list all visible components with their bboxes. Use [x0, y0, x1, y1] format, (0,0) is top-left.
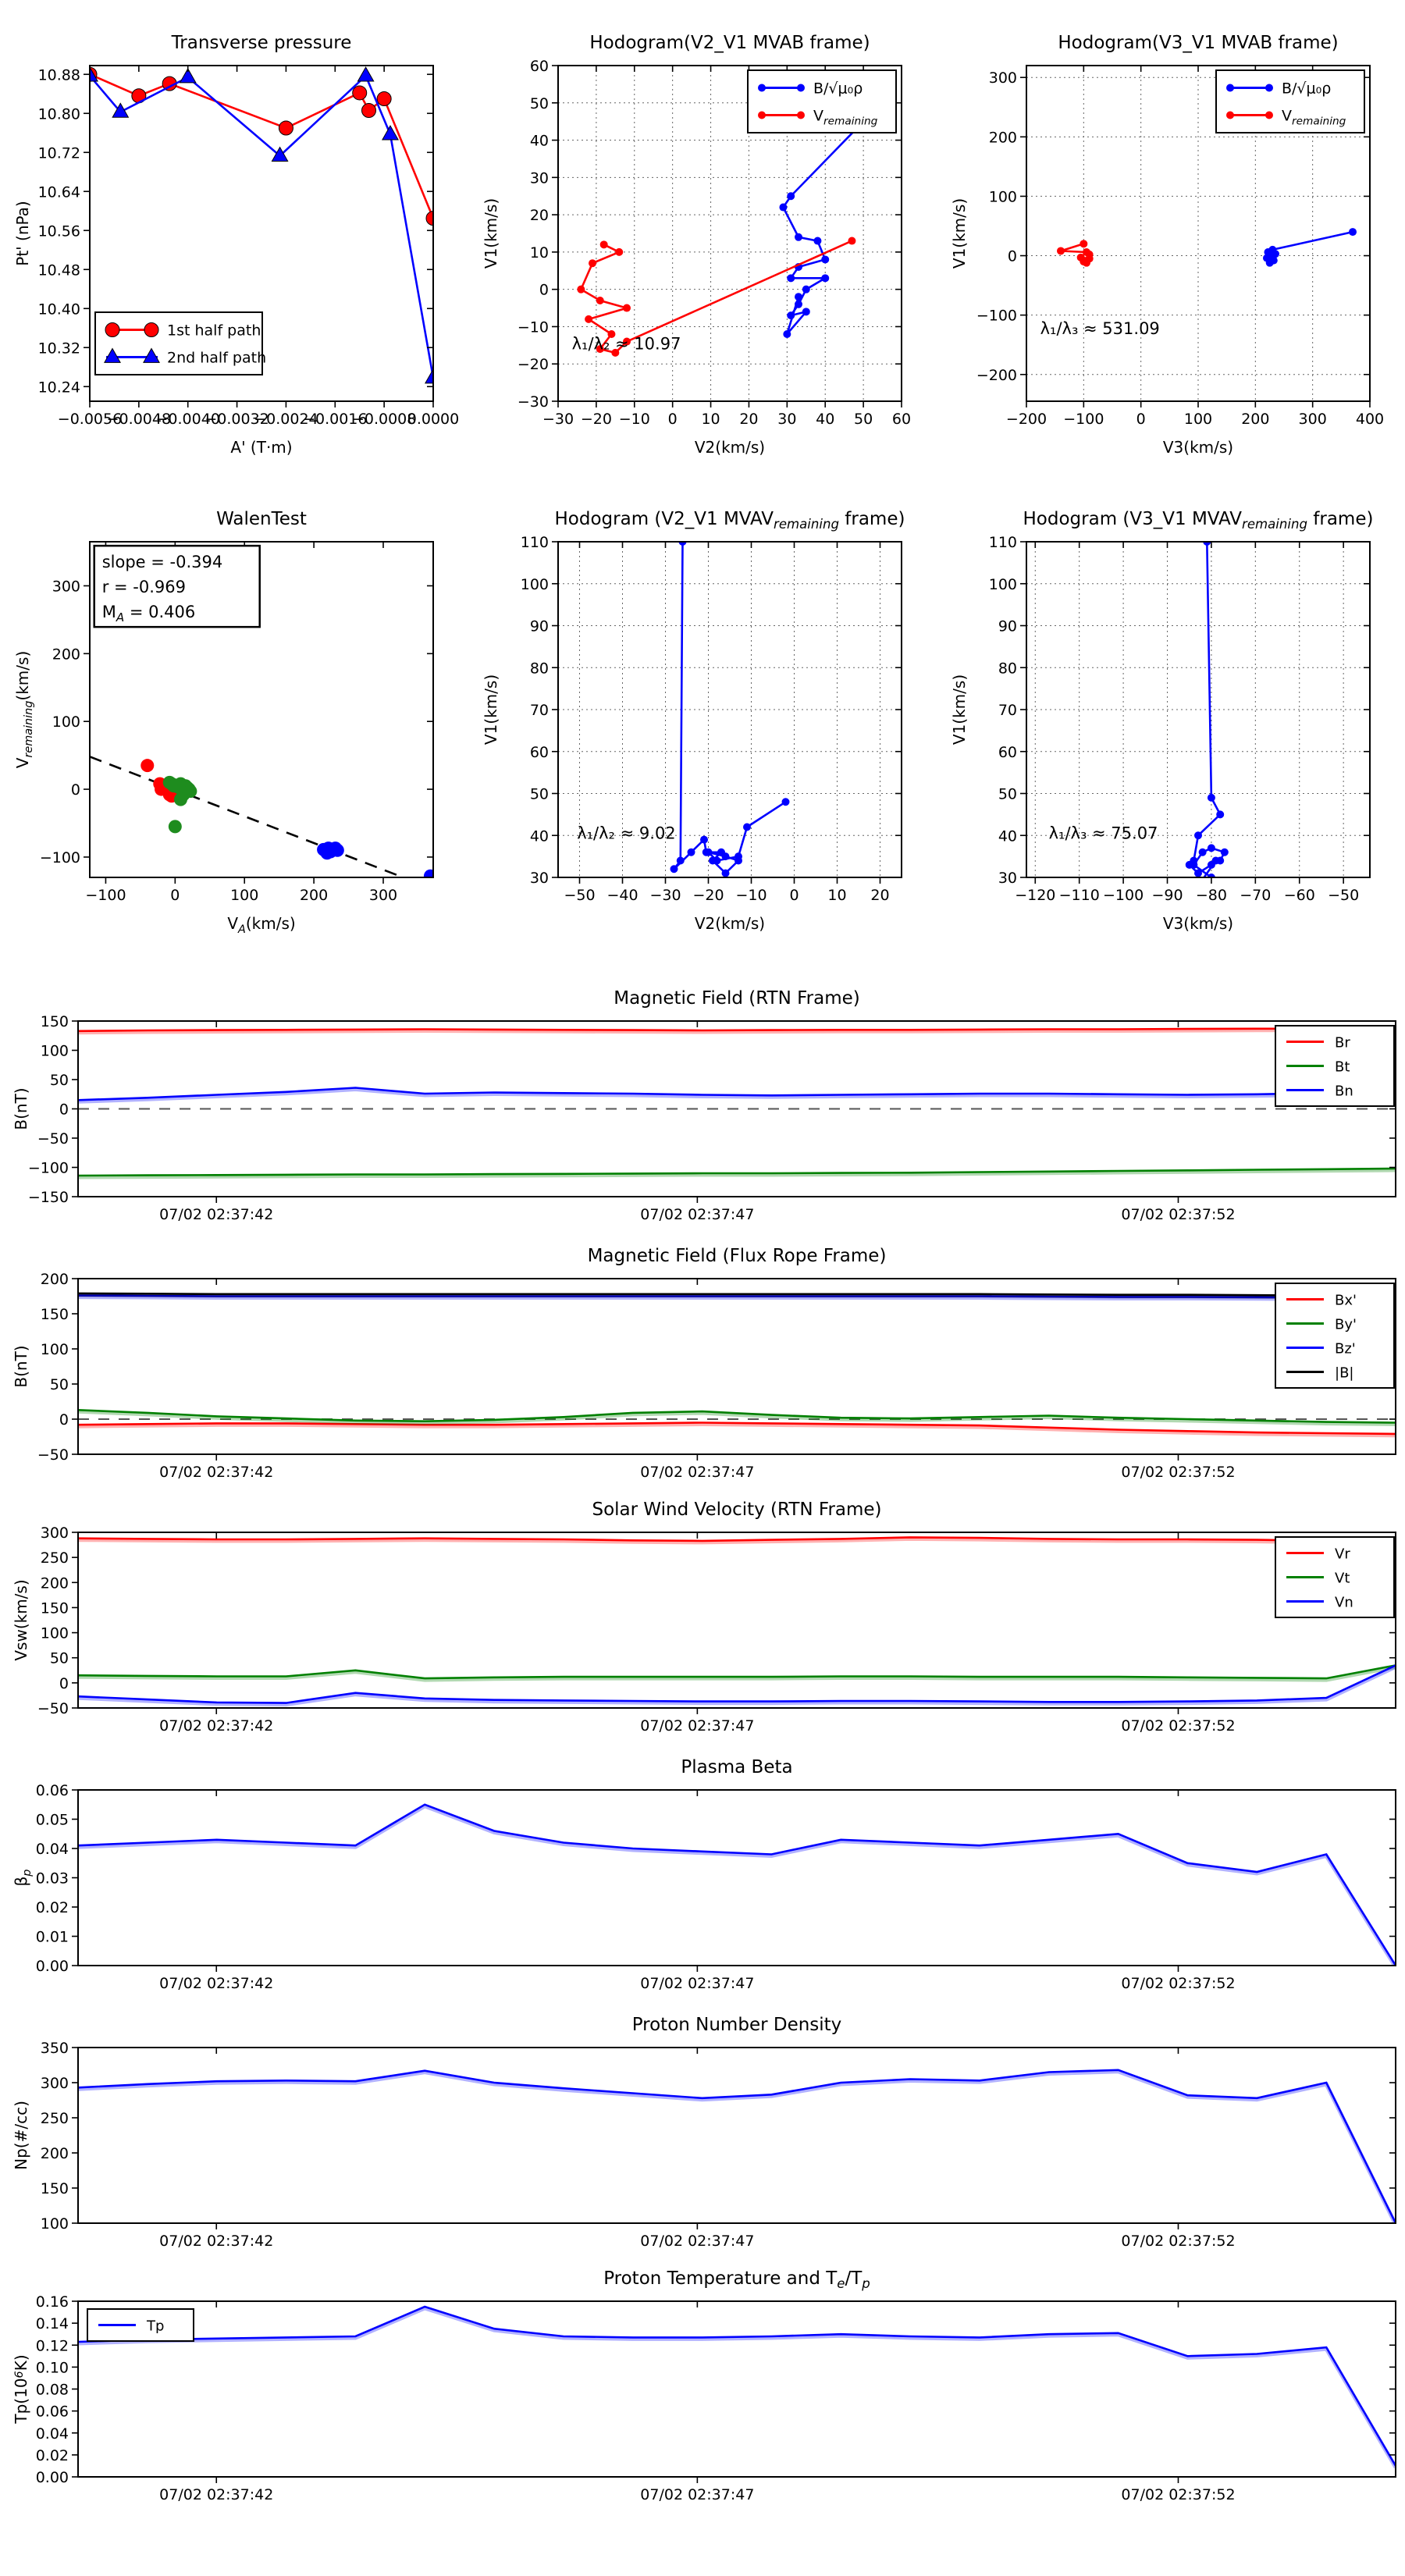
svg-text:Vr: Vr	[1335, 1546, 1350, 1563]
svg-text:MA = 0.406: $M_A = 0.406$	[101, 603, 196, 625]
svg-text:0.05: 0.05	[35, 1811, 69, 1829]
chart-hodogram-v2v1-mvav	[468, 486, 937, 957]
svg-text:50: 50	[49, 1649, 69, 1667]
svg-text:βp: $\beta_p$	[12, 1869, 34, 1887]
svg-text:80: 80	[998, 660, 1017, 678]
svg-text:50: 50	[49, 1376, 69, 1393]
svg-text:−100: −100	[27, 1159, 69, 1177]
svg-text:−100: −100	[1103, 887, 1144, 904]
svg-text:r = -0.969: r = -0.969	[101, 578, 187, 597]
svg-text:300: 300	[40, 2075, 69, 2092]
svg-text:−50: −50	[564, 887, 596, 904]
svg-text:−30: −30	[542, 411, 574, 428]
svg-text:Bx': Bx'	[1335, 1292, 1357, 1309]
svg-text:07/02 02:37:47: 07/02 02:37:47	[640, 2486, 755, 2503]
svg-text:100: 100	[230, 887, 259, 904]
svg-text:100: 100	[988, 188, 1017, 206]
svg-text:0.06: 0.06	[35, 1782, 69, 1799]
svg-text:0: 0	[1136, 411, 1146, 428]
svg-text:B(nT): B(nT)	[12, 1345, 30, 1388]
svg-text:VA(km/s): $V_A(km/s)$	[227, 914, 296, 936]
chart-solar-wind-velocity	[0, 1493, 1405, 1754]
svg-text:V3(km/s): V3(km/s)	[1162, 914, 1234, 933]
svg-text:Tp(106K): $Tp(10^6K)$	[12, 2354, 30, 2424]
svg-text:07/02 02:37:42: 07/02 02:37:42	[159, 2486, 274, 2503]
svg-text:300: 300	[988, 69, 1017, 87]
svg-text:−100: −100	[85, 887, 126, 904]
svg-text:−200: −200	[976, 366, 1017, 384]
svg-text:200: 200	[1241, 411, 1270, 428]
svg-text:07/02 02:37:42: 07/02 02:37:42	[159, 1717, 274, 1735]
svg-text:300: 300	[1298, 411, 1327, 428]
svg-text:200: 200	[299, 887, 329, 904]
svg-text:150: 150	[40, 1013, 69, 1030]
svg-text:07/02 02:37:42: 07/02 02:37:42	[159, 1975, 274, 1992]
svg-text:07/02 02:37:52: 07/02 02:37:52	[1121, 1464, 1236, 1481]
svg-text:0.14: 0.14	[35, 2315, 69, 2333]
svg-text:Hodogram(V3_V1 MVAB frame): Hodogram(V3_V1 MVAB frame)	[1058, 33, 1339, 53]
chart-proton-number-density	[0, 2008, 1405, 2269]
svg-text:20: 20	[870, 887, 890, 904]
svg-text:V3(km/s): V3(km/s)	[1162, 438, 1234, 457]
svg-text:0.16: 0.16	[35, 2293, 69, 2311]
svg-text:07/02 02:37:52: 07/02 02:37:52	[1121, 1206, 1236, 1223]
svg-text:Proton Number Density: Proton Number Density	[631, 2015, 842, 2035]
chart-proton-temperature	[0, 2262, 1405, 2523]
svg-text:200: 200	[52, 646, 80, 664]
svg-text:B/√μ₀ρ: B/√μ₀ρ	[1282, 80, 1332, 98]
svg-text:07/02 02:37:52: 07/02 02:37:52	[1121, 2233, 1236, 2250]
svg-text:07/02 02:37:47: 07/02 02:37:47	[640, 1975, 755, 1992]
svg-text:0: 0	[667, 411, 678, 428]
svg-text:70: 70	[529, 702, 549, 719]
svg-text:−150: −150	[27, 1189, 69, 1206]
svg-text:30: 30	[777, 411, 797, 428]
svg-text:10.72: 10.72	[37, 144, 80, 162]
svg-text:−100: −100	[1063, 411, 1104, 428]
svg-text:07/02 02:37:42: 07/02 02:37:42	[159, 2233, 274, 2250]
svg-text:−10: −10	[618, 411, 650, 428]
svg-text:0.03: 0.03	[35, 1870, 69, 1888]
svg-text:λ₁/λ₃ ≈ 75.07: λ₁/λ₃ ≈ 75.07	[1048, 824, 1158, 843]
chart-transverse-pressure	[0, 9, 468, 481]
svg-text:07/02 02:37:47: 07/02 02:37:47	[640, 1464, 755, 1481]
svg-text:07/02 02:37:47: 07/02 02:37:47	[640, 1206, 755, 1223]
svg-text:0: 0	[789, 887, 799, 904]
svg-text:250: 250	[40, 1550, 69, 1567]
svg-text:−0.0024: −0.0024	[254, 411, 318, 428]
svg-text:0.01: 0.01	[35, 1928, 69, 1946]
chart-hodogram-v2v1-mvab	[468, 9, 937, 481]
svg-text:07/02 02:37:47: 07/02 02:37:47	[640, 2233, 755, 2250]
svg-text:Hodogram (V3_V1 MVAVremaining: Hodogram (V3_V1 $MVAV_{remaining}$ frame)	[1023, 509, 1374, 532]
svg-text:B/√μ₀ρ: B/√μ₀ρ	[813, 80, 863, 98]
svg-text:10.64: 10.64	[37, 183, 80, 201]
svg-text:10: 10	[701, 411, 720, 428]
svg-text:10.48: 10.48	[37, 262, 80, 279]
svg-text:07/02 02:37:42: 07/02 02:37:42	[159, 1206, 274, 1223]
svg-text:slope = -0.394: slope = -0.394	[101, 553, 223, 572]
svg-text:0.02: 0.02	[35, 1899, 69, 1916]
svg-text:−10: −10	[517, 318, 549, 336]
svg-text:Np(#/cc): Np(#/cc)	[12, 2101, 30, 2170]
svg-text:300: 300	[368, 887, 398, 904]
svg-text:350: 350	[40, 2040, 69, 2057]
svg-text:2nd half path: 2nd half path	[167, 349, 267, 367]
chart-hodogram-v3v1-mvab	[937, 9, 1405, 481]
svg-text:100: 100	[40, 1341, 69, 1358]
svg-text:100: 100	[52, 713, 80, 731]
svg-text:0: 0	[170, 887, 180, 904]
svg-text:10.32: 10.32	[37, 340, 80, 358]
svg-text:60: 60	[891, 411, 912, 428]
svg-text:Solar Wind Velocity (RTN Frame: Solar Wind Velocity (RTN Frame)	[592, 1500, 882, 1520]
svg-text:−100: −100	[976, 307, 1017, 325]
svg-text:0.08: 0.08	[35, 2381, 69, 2399]
svg-text:Vn: Vn	[1335, 1594, 1353, 1611]
svg-text:Bt: Bt	[1335, 1059, 1350, 1076]
svg-text:A' (T·m): A' (T·m)	[230, 438, 293, 457]
svg-text:Transverse pressure: Transverse pressure	[171, 33, 352, 53]
svg-text:−50: −50	[1328, 887, 1360, 904]
svg-text:−10: −10	[735, 887, 767, 904]
svg-text:30: 30	[529, 870, 549, 887]
svg-text:−0.0040: −0.0040	[155, 411, 220, 428]
svg-text:−20: −20	[580, 411, 612, 428]
svg-text:0.06: 0.06	[35, 2403, 69, 2421]
svg-text:Vt: Vt	[1335, 1570, 1350, 1587]
svg-text:10.56: 10.56	[37, 222, 80, 240]
svg-text:110: 110	[988, 534, 1017, 551]
svg-text:0.04: 0.04	[35, 2425, 69, 2443]
svg-text:0.00: 0.00	[35, 2469, 69, 2486]
svg-text:−30: −30	[649, 887, 681, 904]
svg-text:−120: −120	[1015, 887, 1056, 904]
svg-text:−30: −30	[517, 393, 549, 411]
svg-text:200: 200	[40, 1574, 69, 1592]
svg-text:10: 10	[827, 887, 847, 904]
chart-plasma-beta	[0, 1751, 1405, 2012]
svg-text:−100: −100	[39, 849, 80, 866]
svg-text:0.12: 0.12	[35, 2337, 69, 2355]
svg-text:0: 0	[539, 281, 549, 299]
svg-text:10.24: 10.24	[37, 379, 80, 397]
svg-text:10.88: 10.88	[37, 66, 80, 84]
svg-text:150: 150	[40, 1599, 69, 1617]
svg-text:WalenTest: WalenTest	[216, 509, 307, 529]
svg-text:07/02 02:37:52: 07/02 02:37:52	[1121, 1717, 1236, 1735]
svg-text:250: 250	[40, 2110, 69, 2127]
svg-text:0: 0	[1007, 247, 1017, 265]
svg-text:−60: −60	[1283, 887, 1315, 904]
svg-text:λ₁/λ₂ ≈ 9.02: λ₁/λ₂ ≈ 9.02	[577, 824, 676, 843]
svg-text:Br: Br	[1335, 1034, 1350, 1051]
svg-text:50: 50	[998, 785, 1017, 803]
svg-text:200: 200	[40, 2145, 69, 2162]
svg-text:60: 60	[529, 743, 549, 761]
svg-text:100: 100	[988, 575, 1017, 593]
svg-text:50: 50	[854, 411, 873, 428]
svg-text:150: 150	[40, 2180, 69, 2197]
svg-text:V2(km/s): V2(km/s)	[694, 914, 766, 933]
svg-text:B(nT): B(nT)	[12, 1087, 30, 1130]
svg-text:Bn: Bn	[1335, 1083, 1353, 1100]
svg-text:20: 20	[529, 207, 549, 225]
svg-text:λ₁/λ₃ ≈ 531.09: λ₁/λ₃ ≈ 531.09	[1040, 319, 1160, 338]
chart-magnetic-field-rtn	[0, 982, 1405, 1243]
svg-text:0: 0	[59, 1674, 69, 1692]
svg-text:200: 200	[988, 129, 1017, 147]
svg-text:300: 300	[40, 1525, 69, 1542]
svg-text:Tp: Tp	[147, 2318, 165, 2335]
svg-text:110: 110	[520, 534, 549, 551]
svg-text:Plasma Beta: Plasma Beta	[681, 1757, 793, 1777]
svg-text:07/02 02:37:47: 07/02 02:37:47	[640, 1717, 755, 1735]
svg-text:90: 90	[529, 617, 549, 635]
svg-text:40: 40	[529, 132, 549, 150]
svg-text:Proton Temperature and Te/Tp: Proton Temperature and $T_e/T_p$	[603, 2268, 870, 2291]
svg-text:Vsw(km/s): Vsw(km/s)	[12, 1579, 30, 1661]
svg-text:Pt' (nPa): Pt' (nPa)	[13, 201, 32, 266]
svg-text:10.80: 10.80	[37, 105, 80, 123]
svg-text:−90: −90	[1151, 887, 1183, 904]
svg-text:−0.0032: −0.0032	[205, 411, 269, 428]
svg-text:Magnetic Field (RTN Frame): Magnetic Field (RTN Frame)	[614, 988, 860, 1009]
svg-text:−0.0056: −0.0056	[57, 411, 123, 428]
svg-text:10.40: 10.40	[37, 301, 80, 318]
chart-magnetic-field-flux-rope	[0, 1240, 1405, 1500]
svg-text:100: 100	[1183, 411, 1213, 428]
svg-text:−50: −50	[37, 1446, 69, 1464]
svg-text:V2(km/s): V2(km/s)	[694, 438, 766, 457]
svg-text:07/02 02:37:42: 07/02 02:37:42	[159, 1464, 274, 1481]
svg-text:300: 300	[52, 578, 80, 596]
svg-text:30: 30	[529, 169, 549, 187]
svg-text:−50: −50	[37, 1130, 69, 1147]
svg-text:70: 70	[998, 702, 1017, 719]
svg-text:40: 40	[998, 827, 1017, 845]
svg-text:Vremaining: $V_{remaining}$	[813, 107, 878, 128]
svg-text:Vremaining: $V_{remaining}$	[1282, 107, 1346, 128]
svg-text:V1(km/s): V1(km/s)	[950, 674, 969, 745]
svg-text:0: 0	[59, 1101, 69, 1119]
svg-text:−0.0008: −0.0008	[351, 411, 417, 428]
svg-text:0: 0	[70, 781, 80, 799]
svg-text:Magnetic Field (Flux Rope Fram: Magnetic Field (Flux Rope Frame)	[587, 1246, 887, 1266]
svg-text:Hodogram(V2_V1 MVAB frame): Hodogram(V2_V1 MVAB frame)	[589, 33, 870, 53]
svg-text:−20: −20	[692, 887, 724, 904]
svg-text:0.04: 0.04	[35, 1841, 69, 1858]
svg-text:−0.0048: −0.0048	[106, 411, 172, 428]
svg-text:20: 20	[739, 411, 759, 428]
svg-text:0.0000: 0.0000	[407, 411, 460, 428]
svg-text:40: 40	[816, 411, 835, 428]
svg-text:Vremaining(km/s): $V_{remaining}(km/s)$	[13, 650, 35, 769]
svg-text:400: 400	[1355, 411, 1385, 428]
svg-text:100: 100	[520, 575, 549, 593]
svg-text:Bz': Bz'	[1335, 1340, 1356, 1357]
svg-text:−0.0016: −0.0016	[303, 411, 368, 428]
svg-text:V1(km/s): V1(km/s)	[950, 197, 969, 269]
svg-text:V1(km/s): V1(km/s)	[482, 674, 500, 745]
svg-text:0: 0	[59, 1411, 69, 1429]
svg-text:100: 100	[40, 1624, 69, 1642]
svg-text:60: 60	[529, 58, 549, 75]
svg-text:50: 50	[529, 785, 549, 803]
svg-text:|B|: |B|	[1335, 1364, 1354, 1382]
svg-text:1st half path: 1st half path	[167, 322, 261, 340]
svg-text:−50: −50	[37, 1700, 69, 1717]
svg-text:−80: −80	[1195, 887, 1227, 904]
svg-text:40: 40	[529, 827, 549, 845]
svg-text:100: 100	[40, 1042, 69, 1060]
svg-text:200: 200	[40, 1271, 69, 1288]
svg-text:By': By'	[1335, 1316, 1357, 1333]
svg-text:0.10: 0.10	[35, 2359, 69, 2377]
svg-text:150: 150	[40, 1306, 69, 1323]
svg-text:07/02 02:37:52: 07/02 02:37:52	[1121, 2486, 1236, 2503]
svg-text:10: 10	[529, 244, 549, 262]
svg-text:50: 50	[49, 1072, 69, 1089]
svg-text:0.00: 0.00	[35, 1958, 69, 1975]
svg-text:−70: −70	[1240, 887, 1272, 904]
svg-text:−40: −40	[606, 887, 638, 904]
svg-text:λ₁/λ₂ ≈ 10.97: λ₁/λ₂ ≈ 10.97	[571, 334, 681, 354]
svg-text:−110: −110	[1058, 887, 1100, 904]
svg-text:V1(km/s): V1(km/s)	[482, 197, 500, 269]
svg-text:07/02 02:37:52: 07/02 02:37:52	[1121, 1975, 1236, 1992]
svg-text:30: 30	[998, 870, 1017, 887]
svg-text:50: 50	[529, 94, 549, 112]
chart-walen-test	[0, 486, 468, 957]
svg-text:−200: −200	[1005, 411, 1048, 428]
svg-text:Hodogram (V2_V1 MVAVremaining: Hodogram (V2_V1 $MVAV_{remaining}$ frame)	[554, 509, 905, 532]
svg-text:80: 80	[529, 660, 549, 678]
svg-text:90: 90	[998, 617, 1017, 635]
svg-text:0.02: 0.02	[35, 2446, 69, 2464]
chart-hodogram-v3v1-mvav	[937, 486, 1405, 957]
svg-text:100: 100	[40, 2215, 69, 2233]
svg-text:−20: −20	[517, 356, 549, 374]
svg-text:60: 60	[998, 743, 1017, 761]
